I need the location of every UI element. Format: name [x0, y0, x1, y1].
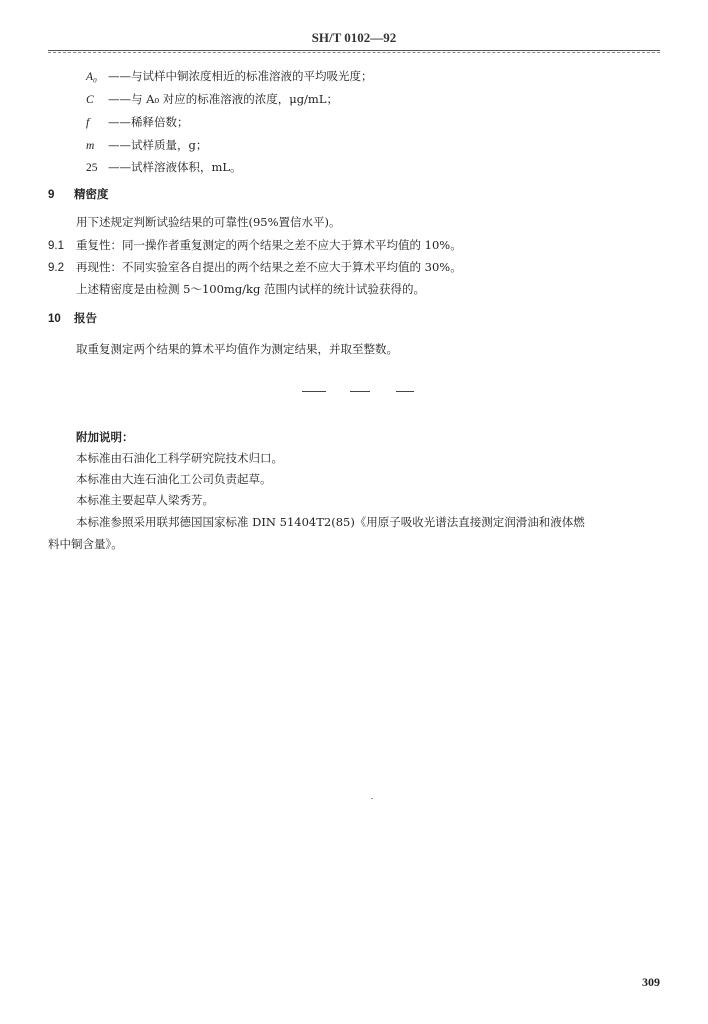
additional-note-line: 本标准由大连石油化工公司负责起草。 [76, 472, 272, 486]
definition-symbol: A₀ [86, 71, 98, 83]
definition-text: ——与 A₀ 对应的标准溶液的浓度，μg/mL； [108, 92, 338, 106]
definition-c [86, 91, 338, 108]
section-title: 报告 [74, 311, 97, 325]
clause-number: 9.1 [48, 240, 64, 252]
reference-line-2: 料中铜含量》。 [48, 537, 123, 551]
definition-symbol: C [86, 94, 94, 106]
clause-number: 9.2 [48, 262, 64, 274]
section-9-intro: 用下述规定判断试验结果的可靠性(95%置信水平)。 [76, 215, 341, 229]
section-number: 10 [48, 313, 61, 325]
reference-line-1: 本标准参照采用联邦德国国家标准 DIN 51404T2(85)《用原子吸收光谱法直接测定润滑油和液体燃 [76, 515, 585, 529]
definition-text: ——与试样中铜浓度相近的标准溶液的平均吸光度； [108, 69, 373, 83]
section-9-heading [48, 186, 109, 203]
additional-notes-title: 附加说明： [76, 430, 134, 444]
definition-m [86, 137, 207, 154]
definition-f [86, 114, 189, 131]
definition-symbol: f [86, 117, 90, 129]
clause-text: 再现性：不同实验室各自提出的两个结果之差不应大于算术平均值的 30%。 [76, 260, 462, 274]
clause-9-1 [48, 237, 462, 254]
scan-speck [371, 798, 373, 799]
section-10-heading [48, 310, 97, 327]
section-10-text: 取重复测定两个结果的算术平均值作为测定结果，并取至整数。 [76, 342, 398, 356]
section-9-note: 上述精密度是由检测 5～100mg/kg 范围内试样的统计试验获得的。 [76, 282, 426, 296]
definition-text: ——稀释倍数； [108, 115, 189, 129]
header-rule-secondary [48, 52, 660, 53]
definition-text: ——试样溶液体积，mL。 [108, 160, 242, 174]
definition-symbol: m [86, 140, 95, 152]
end-mark-dash [302, 391, 326, 392]
page-number: 309 [642, 975, 660, 989]
definition-symbol: 25 [86, 162, 98, 174]
standard-code-header: SH/T 0102—92 [311, 30, 397, 45]
additional-note-line: 本标准由石油化工科学研究院技术归口。 [76, 451, 283, 465]
end-mark-dash [396, 391, 414, 392]
clause-text: 重复性：同一操作者重复测定的两个结果之差不应大于算术平均值的 10%。 [76, 238, 462, 252]
section-title: 精密度 [74, 187, 109, 201]
section-number: 9 [48, 189, 55, 201]
definition-text: ——试样质量，g； [108, 138, 208, 152]
definition-25 [86, 159, 242, 176]
definition-a0 [86, 68, 373, 85]
clause-9-2 [48, 259, 462, 276]
additional-note-line: 本标准主要起草人梁秀芳。 [76, 493, 214, 507]
end-mark-dash [350, 391, 370, 392]
header-rule [48, 50, 660, 51]
